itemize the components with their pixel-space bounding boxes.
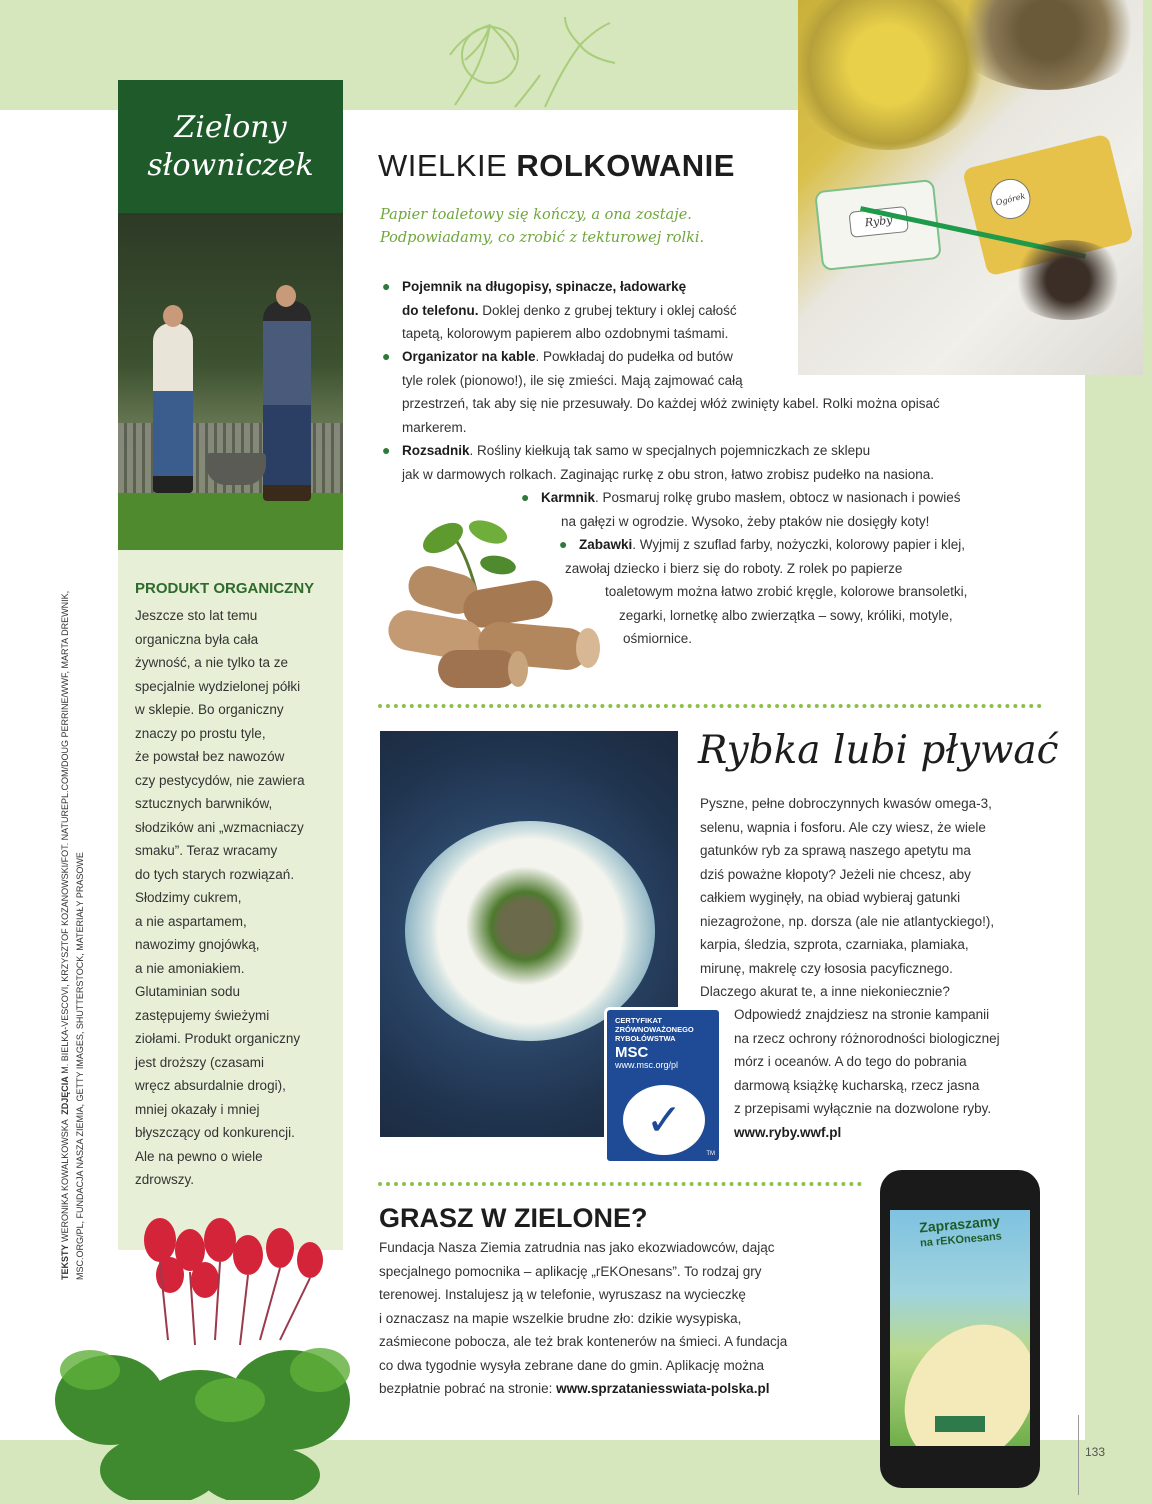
text-line: nawozimy gnojówką, — [135, 937, 260, 952]
text-line: na rzecz ochrony różnorodności biologicznej — [734, 1030, 1000, 1046]
text-line: terenowej. Instalujesz ją w telefonie, wyruszasz na wycieczkę — [379, 1287, 746, 1302]
text-line: organiczna była cała — [135, 631, 259, 647]
text-line: w sklepie. Bo organiczny — [135, 702, 284, 717]
seed-rolls-photo — [798, 0, 1143, 375]
text-line: Odpowiedź znajdziesz na stronie kampanii — [734, 1007, 990, 1022]
cardboard-rolls-photo — [378, 510, 618, 695]
item-text: tyle rolek (pionowo!), ile się zmieści. Mają zajmować całą — [402, 372, 743, 388]
msc-certificate-badge — [604, 1007, 722, 1164]
list-item — [559, 533, 968, 651]
produkt-body — [135, 604, 340, 1192]
item-text: zegarki, lornetkę albo zwierzątka – sowy, króliki, motyle, — [619, 607, 953, 623]
rolkowanie-title-bold: ROLKOWANIE — [516, 148, 735, 183]
text-line: Glutaminian sodu — [135, 984, 241, 999]
text-line: darmową książkę kucharską, rzecz jasna — [734, 1077, 980, 1093]
item-bold: Karmnik — [541, 490, 596, 505]
msc-fish-check-icon: ✓ — [623, 1085, 705, 1155]
msc-line: ZRÓWNOWAŻONEGO — [615, 1025, 694, 1034]
item-text: Doklej denko z grubej tektury i oklej całość — [478, 302, 737, 318]
item-text: markerem. — [402, 419, 467, 435]
text-line: znaczy po prostu tyle, — [135, 725, 266, 741]
item-text: toaletowym można łatwo zrobić kręgle, kolorowe bransoletki, — [605, 584, 968, 599]
text-line: Fundacja Nasza Ziemia zatrudnia nas jako ekozwiadowców, dając — [379, 1240, 775, 1255]
grasz-title: GRASZ W ZIELONE? — [379, 1203, 648, 1233]
bullet-icon: ● — [382, 278, 391, 294]
text-line: karpia, śledzia, szprota, czarniaka, plamiaka, — [700, 937, 969, 952]
section-title-box — [118, 80, 343, 213]
app-screen — [890, 1210, 1030, 1446]
text-line: dziś poważne kłopoty? Jeżeli nie chcesz, aby — [700, 866, 971, 882]
text-line: Pyszne, pełne dobroczynnych kwasów omega-3, — [700, 796, 992, 811]
text-line: do tych starych rozwiązań. — [135, 866, 295, 882]
grasz-body — [379, 1236, 849, 1401]
item-text: ośmiornice. — [623, 631, 693, 646]
text-line: zastępujemy świeżymi — [135, 1007, 270, 1023]
page-number: 133 — [1085, 1445, 1106, 1459]
bullet-icon: ● — [521, 489, 530, 505]
item-text: na gałęzi w ogrodzie. Wysoko, żeby ptaków nie dosięgły koty! — [561, 513, 930, 529]
text-line: co dwa tygodnie wysyła zebrane dane do gmin. Aplikację można — [379, 1357, 764, 1373]
credit-label-photos: ZDJĘCIA — [60, 1076, 70, 1115]
text-line: a nie aspartamem, — [135, 913, 247, 929]
item-text: . Powkładaj do pudełka od butów — [535, 349, 733, 364]
text-line: gatunków ryb za sprawą naszego apetytu ma — [700, 843, 971, 858]
credit-photos: M. BIELKA-VESCOVI, KRZYSZTOF KOZANOWSKI/FOT. NATUREPL.COM/DOUG PERRINE/WWF, MARTA DREWNIK, — [60, 590, 70, 1074]
rybka-title: Rybka lubi pływać — [698, 728, 1059, 773]
item-text: . Rośliny kiełkują tak samo w specjalnych pojemniczkach ze sklepu — [469, 443, 871, 458]
text-line: jest droższy (czasami — [135, 1054, 265, 1070]
msc-tm: TM — [706, 1151, 715, 1157]
text-line: całkiem wyginęły, na obiad wybieraj gatunki — [700, 890, 961, 905]
text-line: i oznaczasz na mapie wszelkie brudne zło: dzikie wysypiska, — [379, 1310, 742, 1326]
rybka-body-bottom — [734, 1003, 1000, 1144]
radish-photo — [50, 1200, 360, 1500]
credit-photos-line2: MSC.ORG/PL, FUNDACJA NASZA ZIEMIA, GETTY IMAGES, SHUTTERSTOCK, MATERIAŁY PRASOWE — [75, 852, 85, 1280]
text-line: błyszczący od konkurencji. — [135, 1125, 295, 1140]
item-bold: Organizator na kable — [402, 349, 536, 364]
produkt-heading: PRODUKT ORGANICZNY — [135, 580, 315, 597]
text-line: niezagrożone, np. dorsza (ale nie atlantyckiego!), — [700, 913, 995, 929]
phone-app-image — [880, 1170, 1040, 1488]
text-line: zaśmiecone pobocza, ale też brak kontenerów na śmieci. A fundacja — [379, 1334, 788, 1349]
text-line: bezpłatnie pobrać na stronie: — [379, 1381, 557, 1396]
credit-label-texts: TEKSTY — [60, 1244, 70, 1280]
text-line: sztucznych barwników, — [135, 796, 273, 811]
msc-url: www.msc.org/pl — [615, 1060, 679, 1070]
rolkowanie-lead — [380, 204, 780, 250]
text-line: specjalnego pomocnika – aplikację „rEKOnesans”. To rodzaj gry — [379, 1263, 762, 1279]
sidebar-title-line2: słowniczek — [147, 147, 314, 183]
text-line: wręcz absurdalnie drogi), — [135, 1078, 286, 1093]
seed-tag-cucumber: Ogórek — [986, 175, 1034, 223]
item-text: . Posmaruj rolkę grubo masłem, obtocz w nasionach i powieś — [595, 490, 961, 505]
text-line: Słodzimy cukrem, — [135, 890, 242, 905]
app-title-line1: Zapraszamy — [918, 1212, 1001, 1236]
rolkowanie-title-light: WIELKIE — [378, 148, 508, 183]
text-line: specjalnie wydzielonej półki — [135, 678, 301, 694]
text-line: ziołami. Produkt organiczny — [135, 1031, 301, 1046]
text-line: z przepisami wyłącznie na dozwolone ryby. — [734, 1101, 992, 1116]
text-line: Ale na pewno o wiele — [135, 1148, 263, 1164]
text-line: Jeszcze sto lat temu — [135, 608, 258, 623]
text-line: mirunę, makrelę czy łososia pacyficznego. — [700, 960, 953, 976]
text-line: słodzików ani „wzmacniaczy — [135, 819, 304, 835]
item-bold: Zabawki — [579, 537, 633, 552]
wwf-link[interactable]: www.ryby.wwf.pl — [734, 1124, 842, 1140]
item-text: tapetą, kolorowym papierem albo ozdobnymi taśmami. — [402, 326, 729, 341]
msc-line: RYBOŁÓWSTWA — [615, 1034, 676, 1043]
bullet-icon: ● — [382, 348, 391, 364]
sidebar-title-line1: Zielony — [174, 109, 287, 145]
item-bold: do telefonu. — [402, 302, 479, 318]
app-button — [935, 1416, 985, 1432]
text-line: selenu, wapnia i fosforu. Ale czy wiesz, że wiele — [700, 819, 986, 835]
text-line: żywność, a nie tylko ta ze — [135, 655, 289, 670]
text-line: zdrowszy. — [135, 1172, 195, 1187]
lead-line: Papier toaletowy się kończy, a ona zostaje. — [380, 207, 692, 223]
msc-line: CERTYFIKAT — [615, 1016, 662, 1025]
page-number-rule — [1078, 1415, 1079, 1495]
sprzatanie-link[interactable]: www.sprzataniesswiata-polska.pl — [556, 1381, 770, 1396]
item-bold: Pojemnik na długopisy, spinacze, ładowarkę — [402, 279, 687, 294]
text-line: że powstał bez nawozów — [135, 749, 285, 764]
app-title-line2: na rEKOnesans — [919, 1230, 1003, 1250]
section-divider — [378, 704, 1042, 708]
item-text: zawołaj dziecko i bierz się do roboty. Z rolek po papierze — [565, 560, 903, 576]
rolkowanie-title — [378, 148, 735, 184]
bullet-icon: ● — [382, 442, 391, 458]
couple-garden-photo — [118, 213, 343, 550]
item-bold: Rozsadnik — [402, 443, 470, 458]
credit-texts: WERONIKA KOWALKOWSKA — [60, 1119, 70, 1242]
seed-tag-fish: Ryby — [848, 206, 908, 238]
text-line: smaku”. Teraz wracamy — [135, 843, 278, 858]
item-text: przestrzeń, tak aby się nie przesuwały. Do każdej włóż zwinięty kabel. Rolki można opisać — [402, 396, 940, 411]
photo-credits — [48, 430, 98, 1280]
list-item — [382, 439, 935, 486]
item-text: jak w darmowych rolkach. Zaginając rurkę z obu stron, łatwo zrobisz pudełko na nasiona. — [402, 466, 935, 482]
bullet-icon: ● — [559, 536, 568, 552]
lead-line: Podpowiadamy, co zrobić z tekturowej rolki. — [380, 230, 705, 246]
text-line: mórz i oceanów. A do tego do pobrania — [734, 1054, 967, 1069]
msc-brand: MSC — [615, 1044, 649, 1061]
text-line: a nie amoniakiem. — [135, 960, 245, 976]
list-item — [382, 345, 940, 439]
list-item — [382, 275, 737, 346]
section-divider — [378, 1182, 862, 1186]
text-line: Dlaczego akurat te, a inne niekoniecznie? — [700, 984, 950, 999]
leaf-drawing-icon — [415, 15, 635, 110]
text-line: mniej okazały i mniej — [135, 1101, 260, 1117]
item-text: . Wyjmij z szuflad farby, nożyczki, kolorowy papier i klej, — [632, 537, 966, 552]
text-line: czy pestycydów, nie zawiera — [135, 772, 305, 788]
rybka-body-top — [700, 792, 994, 1004]
